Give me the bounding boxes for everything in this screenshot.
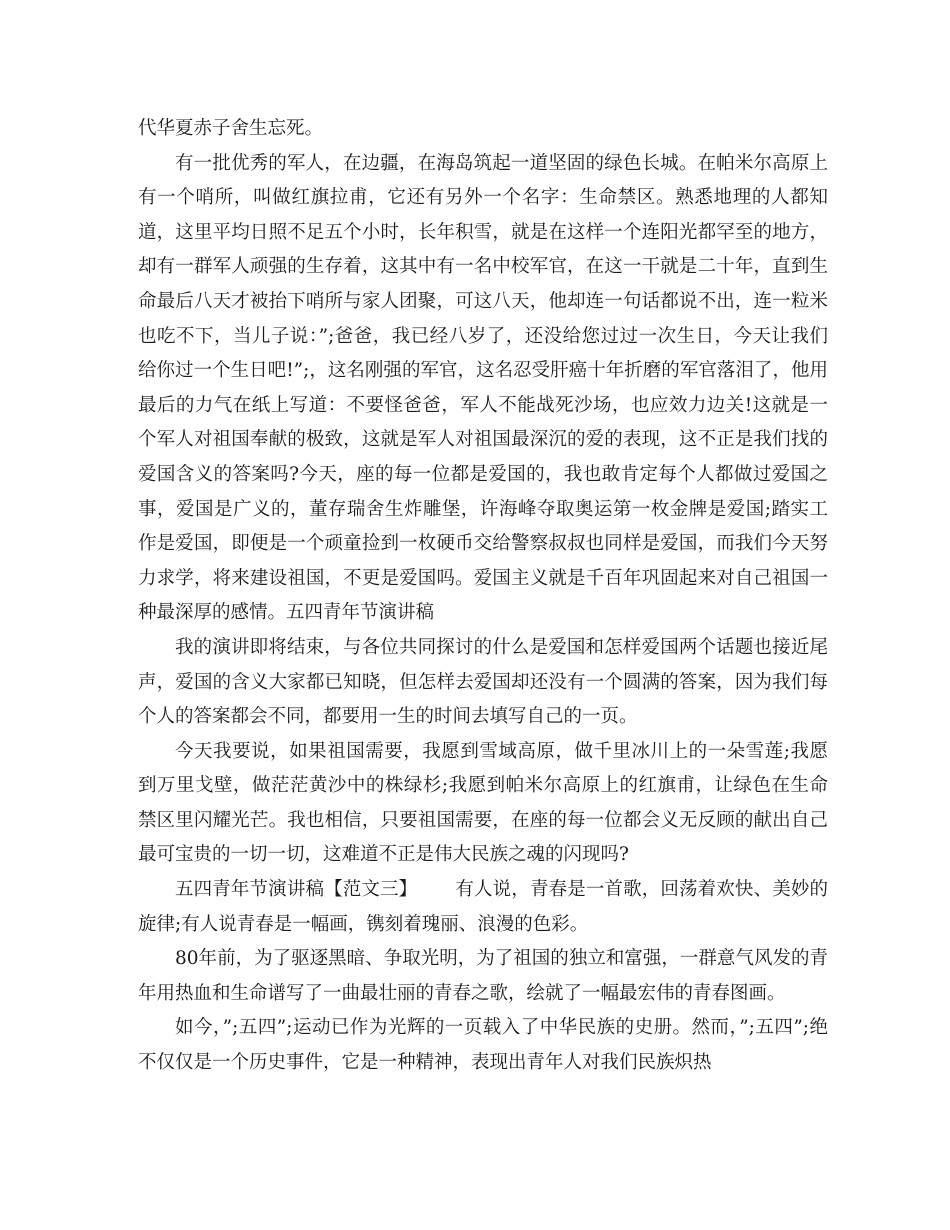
paragraph-1: 代华夏赤子舍生忘死。 <box>138 118 324 139</box>
paragraph-3: 我的演讲即将结束，与各位共同探讨的什么是爱国和怎样爱国两个话题也接近尾声，爱国的含义大家都已知晓，但怎样去爱国却还没有一个圆满的答案，因为我们每个人的答案都会不同，都要用一生的时间去填写自己的一页。 <box>138 636 828 728</box>
paragraph-6: 80年前，为了驱逐黑暗、争取光明，为了祖国的独立和富强，一群意气风发的青年用热血和生命谱写了一曲最壮丽的青春之歌，绘就了一幅最宏伟的青春图画。 <box>138 948 828 1004</box>
paragraph-7: 如今，”;五四”;运动已作为光辉的一页载入了中华民族的史册。然而，”;五四”;绝不仅仅是一个历史事件，它是一种精神，表现出青年人对我们民族炽热 <box>138 1017 828 1074</box>
paragraph-2: 有一批优秀的军人，在边疆，在海岛筑起一道坚固的绿色长城。在帕米尔高原上有一个哨所，叫做红旗拉甫，它还有另外一个名字：生命禁区。熟悉地理的人都知道，这里平均日照不足五个小时，长年积雪，就是在这样一个连阳光都罕至的地方，却有一群军人顽强的生存着，这其中有一名中校军官，在这一干就是二十年，直到生命最后八天才被抬下哨所与家人团聚，可这八天，他却连一句话都说不出，连一粒米也吃不下，当儿子说：”;爸爸，我已经八岁了，还没给您过过一次生日，今天让我们给你过一个生日吧!”;，这名刚强的军官，这名忍受肝癌十年折磨的军官落泪了，他用最后的力气在纸上写道：不要怪爸爸，军人不能战死沙场，也应效力边关!这就是一个军人对祖国奉献的极致，这就是军人对祖国最深沉的爱的表现，这不正是我们找的爱国含义的答案吗?今天，座的每一位都是爱国的，我也敢肯定每个人都做过爱国之事，爱国是广义的，董存瑞舍生炸雕堡，许海峰夺取奥运第一枚金牌是爱国;踏实工作是爱国，即便是一个顽童捡到一枚硬币交给警察叔叔也同样是爱国，而我们今天努力求学，将来建设祖国，不更是爱国吗。爱国主义就是千百年巩固起来对自己祖国一种最深厚的感情。五四青年节演讲稿 <box>138 152 828 624</box>
section-heading: 五四青年节演讲稿【范文三】 <box>175 879 418 901</box>
document-body <box>138 112 828 1081</box>
paragraph-5 <box>138 873 828 942</box>
paragraph-5-text: 有人说，青春是一首歌，回荡着欢快、美妙的旋律;有人说青春是一幅画，镌刻着瑰丽、浪漫的色彩。 <box>138 879 828 935</box>
paragraph-4: 今天我要说，如果祖国需要，我愿到雪域高原，做千里冰川上的一朵雪莲;我愿到万里戈壁，做茫茫黄沙中的株绿杉;我愿到帕米尔高原上的红旗甫，让绿色在生命禁区里闪耀光芒。我也相信，只要祖国需要，在座的每一位都会义无反顾的献出自己最可宝贵的一切一切，这难道不正是伟大民族之魂的闪现吗? <box>138 740 828 866</box>
